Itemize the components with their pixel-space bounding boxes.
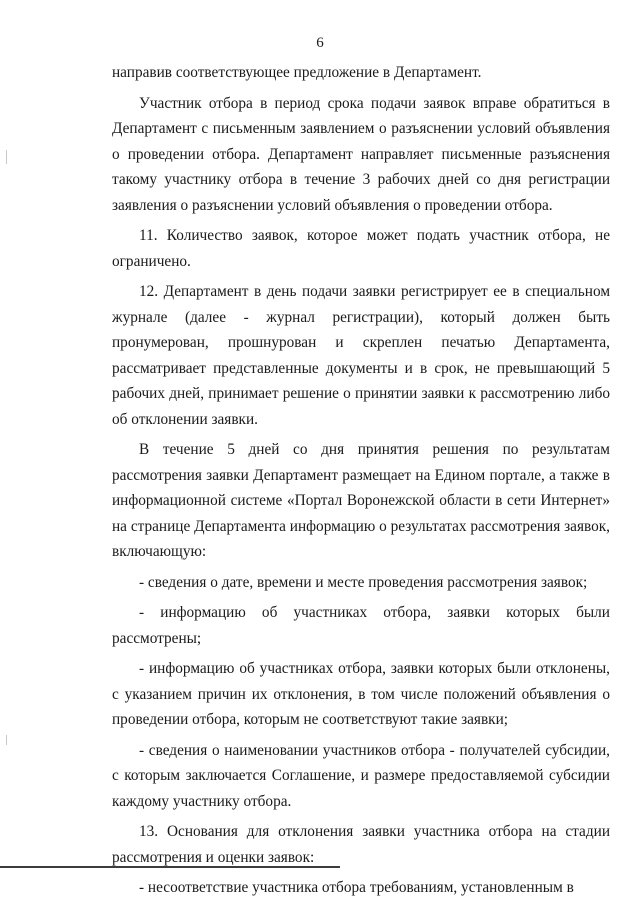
document-body	[112, 60, 610, 906]
bottom-rule	[0, 866, 340, 868]
list-item-rejected-participants: - информацию об участниках отбора, заявки которых были отклонены, с указанием причин их отклонения, в том числе положений объявления о проведении отбора, которым не соответствуют такие заявки;	[112, 660, 610, 728]
list-item-review-info: - сведения о дате, времени и месте проведения рассмотрения заявок;	[139, 573, 588, 591]
paragraph-continuation: направив соответствующее предложение в Департамент.	[112, 64, 482, 81]
list-item-subsidy-recipients: - сведения о наименовании участников отбора - получателей субсидии, с которым заключается Соглашение, и размере предоставляемой субсидии каждому участнику отбора.	[112, 741, 610, 810]
scan-margin-mark	[6, 735, 7, 745]
paragraph-item-12: 12. Департамент в день подачи заявки регистрирует ее в специальном журнале (далее - журнал регистрации), который должен быть пронумерован, прошнурован и скреплен печатью Департамента, рассматривает представленные документы и в срок, не превышающий 5 рабочих дней, принимает решение о принятии заявки к рассмотрению либо об отклонении заявки.	[112, 283, 610, 428]
paragraph-item-13: 13. Основания для отклонения заявки участника отбора на стадии рассмотрения и оценки заявок:	[112, 823, 610, 866]
scan-margin-mark	[6, 150, 7, 164]
paragraph-results-publication: В течение 5 дней со дня принятия решения по результатам рассмотрения заявки Департамент размещает на Едином портале, а также в информационной системе «Портал Воронежской области в сети Интернет» на странице Департамента информацию о результатах рассмотрения заявок, включающую:	[112, 441, 610, 560]
paragraph-item-11: 11. Количество заявок, которое может подать участник отбора, не ограничено.	[112, 227, 610, 270]
paragraph-clarification: Участник отбора в период срока подачи заявок вправе обратиться в Департамент с письменным заявлением о разъяснении условий объявления о проведении отбора. Департамент направляет письменные разъяснения такому участнику отбора в течение 3 рабочих дней со дня регистрации заявления о разъяснении условий объявления о проведении отбора.	[112, 94, 610, 214]
list-item-noncompliance: - несоответствие участника отбора требованиям, установленным в	[139, 879, 574, 896]
page-number: 6	[316, 35, 324, 51]
list-item-reviewed-participants: - информацию об участниках отбора, заявки которых были рассмотрены;	[112, 604, 610, 647]
